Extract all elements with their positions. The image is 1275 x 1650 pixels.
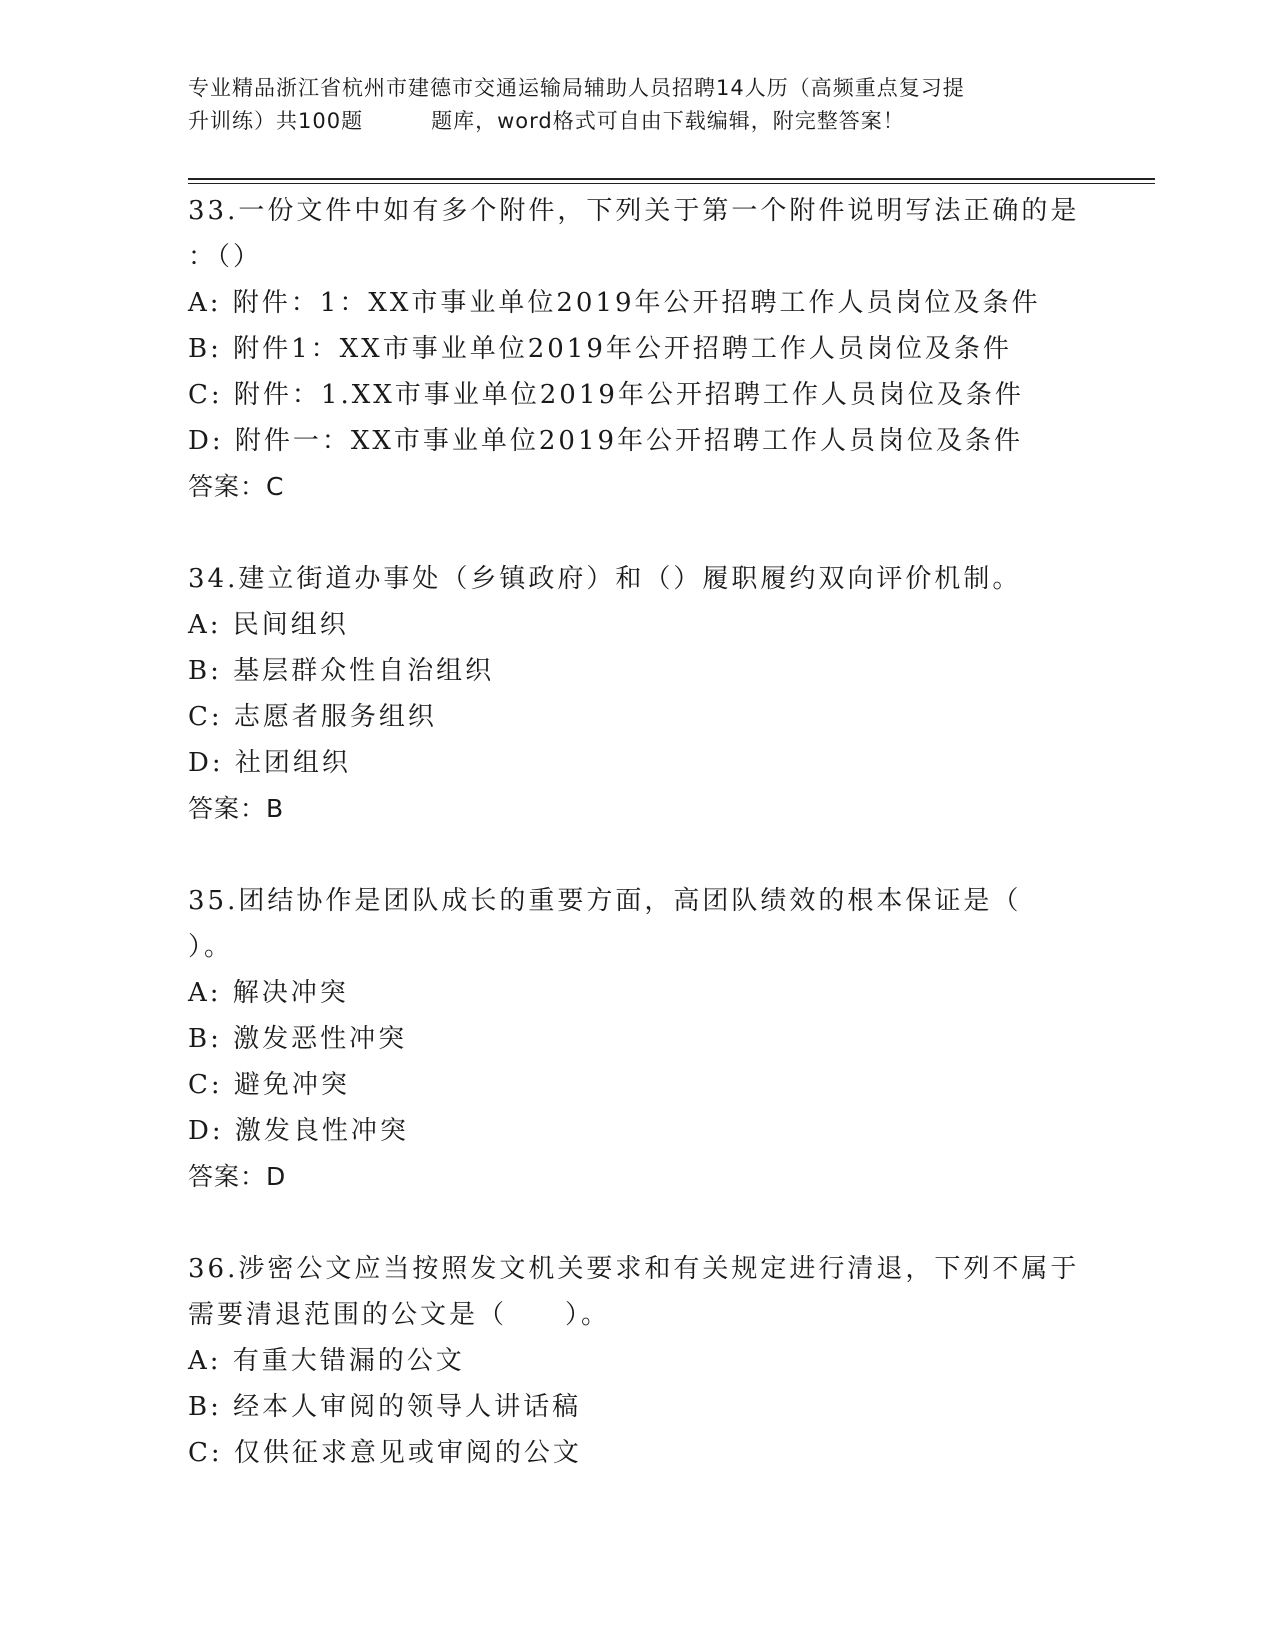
header-divider-thick — [188, 178, 1155, 180]
header-title-line-2 — [188, 105, 1088, 138]
question-spacer — [188, 510, 1088, 556]
option-c: C: 附件：1.XX市事业单位2019年公开招聘工作人员岗位及条件 — [188, 380, 1024, 410]
question-33 — [188, 188, 1088, 510]
question-stem: 33.一份文件中如有多个附件，下列关于第一个附件说明写法正确的是 — [188, 196, 1080, 226]
question-35 — [188, 878, 1088, 1200]
option-b: B: 基层群众性自治组织 — [188, 656, 495, 686]
header-divider-thin — [188, 183, 1155, 184]
header-title-line-1: 专业精品浙江省杭州市建德市交通运输局辅助人员招聘14人历（高频重点复习提 — [188, 76, 965, 100]
question-spacer — [188, 1200, 1088, 1246]
answer-line: 答案：D — [188, 1162, 287, 1191]
option-d: D: 附件一：XX市事业单位2019年公开招聘工作人员岗位及条件 — [188, 426, 1024, 456]
option-c: C: 志愿者服务组织 — [188, 702, 437, 732]
option-a: A: 民间组织 — [188, 610, 349, 640]
question-stem-continued: ：（） — [188, 242, 263, 272]
question-spacer — [188, 832, 1088, 878]
option-b: B: 激发恶性冲突 — [188, 1024, 408, 1054]
option-a: A: 解决冲突 — [188, 978, 349, 1008]
question-list — [188, 188, 1088, 1476]
option-a: A: 附件：1：XX市事业单位2019年公开招聘工作人员岗位及条件 — [188, 288, 1041, 318]
question-stem-continued: ）。 — [188, 932, 234, 962]
question-36 — [188, 1246, 1088, 1476]
question-stem-continued: 需要清退范围的公文是（ ）。 — [188, 1300, 611, 1330]
option-b: B: 附件1：XX市事业单位2019年公开招聘工作人员岗位及条件 — [188, 334, 1012, 364]
option-b: B: 经本人审阅的领导人讲话稿 — [188, 1392, 582, 1422]
question-stem: 36.涉密公文应当按照发文机关要求和有关规定进行清退，下列不属于 — [188, 1254, 1080, 1284]
question-stem: 34.建立街道办事处（乡镇政府）和（）履职履约双向评价机制。 — [188, 564, 1022, 594]
option-c: C: 避免冲突 — [188, 1070, 350, 1100]
option-a: A: 有重大错漏的公文 — [188, 1346, 465, 1376]
answer-line: 答案：B — [188, 794, 285, 823]
question-34 — [188, 556, 1088, 832]
header-title-part-1: 升训练）共100题 — [188, 109, 364, 133]
header-title-part-2: 题库，word格式可自由下载编辑，附完整答案！ — [431, 109, 905, 133]
option-d: D: 社团组织 — [188, 748, 351, 778]
answer-line: 答案：C — [188, 472, 285, 501]
option-d: D: 激发良性冲突 — [188, 1116, 409, 1146]
option-c: C: 仅供征求意见或审阅的公文 — [188, 1438, 582, 1468]
question-stem: 35.团结协作是团队成长的重要方面，高团队绩效的根本保证是（ — [188, 886, 1022, 916]
document-header — [188, 72, 1088, 138]
